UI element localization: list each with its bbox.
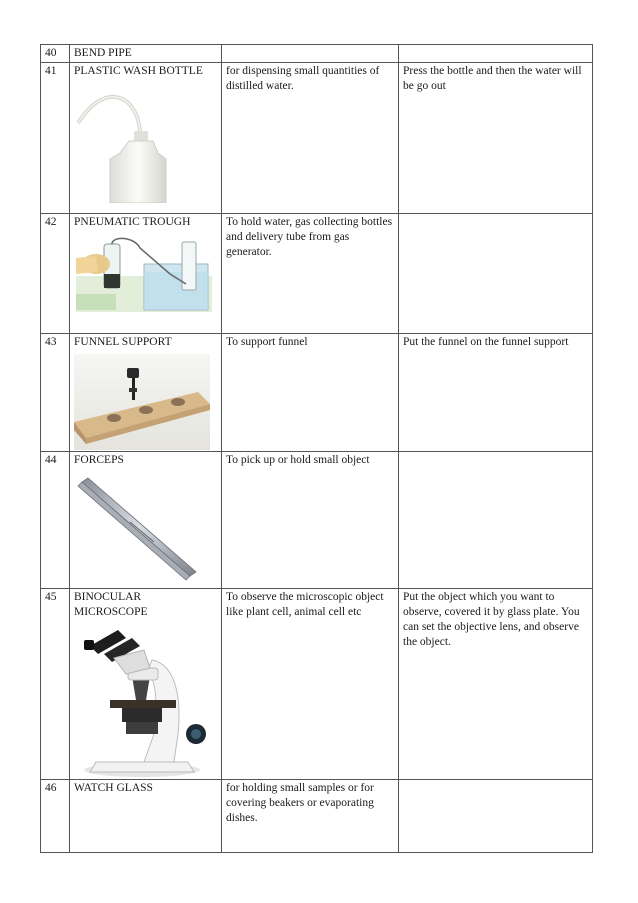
equipment-how-to-use (399, 780, 593, 853)
equipment-use: for holding small samples or for covering beakers or evaporating dishes. (222, 780, 399, 853)
row-number: 40 (41, 45, 70, 63)
equipment-how-to-use: Put the object which you want to observe, covered it by glass plate. You can set the objective lens, and observe the object. (399, 589, 593, 780)
microscope-image (74, 624, 210, 778)
equipment-cell (70, 214, 222, 334)
equipment-how-to-use: Put the funnel on the funnel support (399, 334, 593, 452)
equipment-use: To support funnel (222, 334, 399, 452)
equipment-name: FORCEPS (74, 454, 124, 466)
equipment-name: PLASTIC WASH BOTTLE (74, 65, 203, 77)
table-row (41, 780, 593, 853)
row-number: 43 (41, 334, 70, 452)
equipment-how-to-use (399, 214, 593, 334)
equipment-how-to-use (399, 45, 593, 63)
forceps-image (74, 472, 210, 584)
equipment-name: BINOCULAR MICROSCOPE (74, 591, 148, 618)
row-number: 41 (41, 63, 70, 214)
equipment-how-to-use: Press the bottle and then the water will be go out (399, 63, 593, 214)
funnel-support-image (74, 354, 210, 450)
equipment-name: FUNNEL SUPPORT (74, 336, 172, 348)
equipment-name: PNEUMATIC TROUGH (74, 216, 191, 228)
equipment-table (40, 44, 593, 853)
equipment-how-to-use (399, 452, 593, 589)
equipment-use: To observe the microscopic object like plant cell, animal cell etc (222, 589, 399, 780)
equipment-use: for dispensing small quantities of distilled water. (222, 63, 399, 214)
equipment-use (222, 45, 399, 63)
equipment-cell (70, 63, 222, 214)
row-number: 45 (41, 589, 70, 780)
table-row (41, 45, 593, 63)
wash-bottle-image (74, 83, 204, 203)
pneumatic-trough-image (74, 234, 214, 316)
row-number: 44 (41, 452, 70, 589)
equipment-cell (70, 589, 222, 780)
table-row (41, 334, 593, 452)
table-row (41, 214, 593, 334)
table-row (41, 452, 593, 589)
equipment-name: WATCH GLASS (70, 780, 222, 853)
row-number: 46 (41, 780, 70, 853)
equipment-use: To hold water, gas collecting bottles and delivery tube from gas generator. (222, 214, 399, 334)
equipment-cell (70, 452, 222, 589)
equipment-name: BEND PIPE (70, 45, 222, 63)
table-row (41, 63, 593, 214)
equipment-use: To pick up or hold small object (222, 452, 399, 589)
equipment-cell (70, 334, 222, 452)
row-number: 42 (41, 214, 70, 334)
table-row (41, 589, 593, 780)
